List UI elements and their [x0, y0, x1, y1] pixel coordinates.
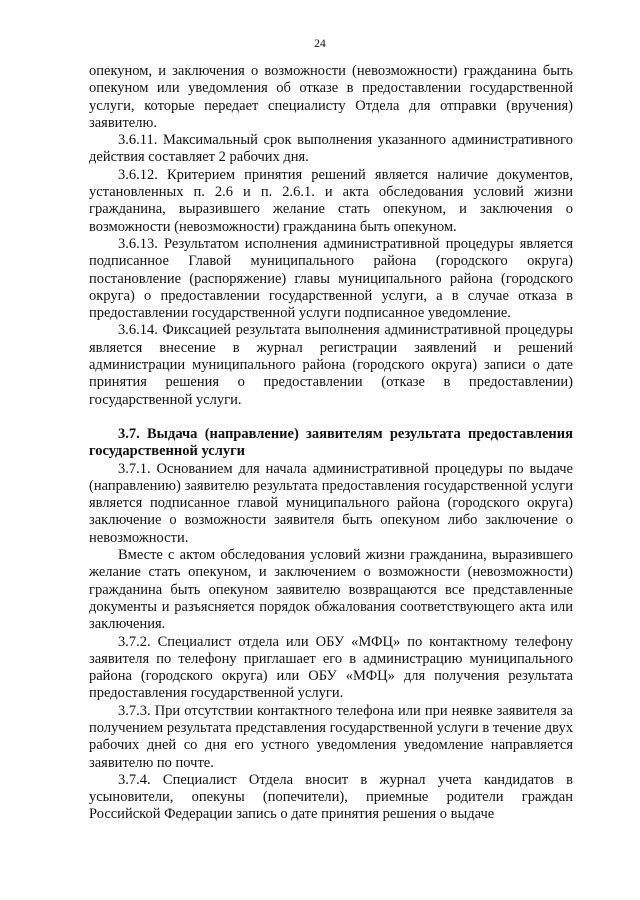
paragraph-3-6-12: 3.6.12. Критерием принятия решений является наличие документов, установленных п. 2.6 и п. 2.6.1. и акта обследования условий жизни гражданина, выразившего желание стать опекуном, и заключения о возможности (невозможности) гражданина быть опекуном. [89, 166, 573, 235]
paragraph-3-7-1-continued: Вместе с актом обследования условий жизни гражданина, выразившего желание стать опекуном, и заключением о возможности (невозможности) гражданина быть опекуном заявителю возвращаются все представленные документы и разъясняется порядок обжалования соответствующего акта или заключения. [89, 547, 573, 633]
paragraph-3-6-11: 3.6.11. Максимальный срок выполнения указанного административного действия составляет 2 рабочих дня. [89, 132, 573, 166]
paragraph-3-7-3: 3.7.3. При отсутствии контактного телефона или при неявке заявителя за получением результата представления государственной услуги в течение двух рабочих дней со дня его устного уведомления уведомление направляется заявителю по почте. [89, 702, 573, 771]
paragraph-3-7-1: 3.7.1. Основанием для начала административной процедуры по выдаче (направлению) заявителю результата предоставления государственной услуги является подписанное главой муниципального района (городского округа) заключение о возможности заявителя быть опекуном либо заключение о невозможности. [89, 460, 573, 546]
paragraph-3-6-13: 3.6.13. Результатом исполнения административной процедуры является подписанное Главой муниципального района (городского округа) постановление (распоряжение) главы муниципального района (городского округа) о предоставлении государственной услуги, а в случае отказа в предоставлении государственной услуги подписанное уведомление. [89, 235, 573, 322]
paragraph-3-7-4: 3.7.4. Специалист Отдела вносит в журнал учета кандидатов в усыновители, опекуны (попечители), приемные родители граждан Российской Федерации запись о дате принятия решения о выдаче [89, 771, 573, 823]
page-number: 24 [314, 38, 326, 50]
document-body [89, 63, 573, 824]
paragraph-3-7-2: 3.7.2. Специалист отдела или ОБУ «МФЦ» по контактному телефону заявителя по телефону приглашает его в администрацию муниципального района (городского округа) или ОБУ «МФЦ» для получения результата предоставления государственной услуги. [89, 633, 573, 702]
paragraph-3-6-14: 3.6.14. Фиксацией результата выполнения административной процедуры является внесение в журнал регистрации заявлений и решений администрации муниципального района (городского округа) записи о дате принятия решения о предоставлении (отказе в предоставлении) государственной услуги. [89, 322, 573, 408]
section-heading-3-7: 3.7. Выдача (направление) заявителям результата предоставления государственной услуги [89, 425, 573, 460]
section-spacer [89, 409, 573, 426]
paragraph-continuation: опекуном, и заключения о возможности (невозможности) гражданина быть опекуном или уведомления об отказе в предоставлении государственной услуги, которые передает специалисту Отдела для отправки (вручения) заявителю. [89, 63, 573, 131]
